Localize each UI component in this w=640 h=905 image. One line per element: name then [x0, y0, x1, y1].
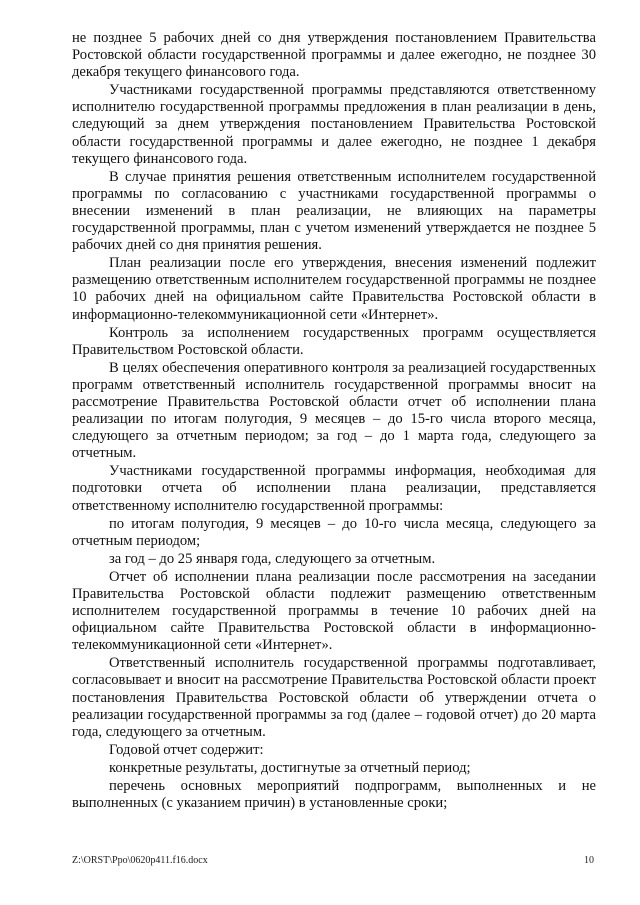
footer-page-number: 10 — [584, 855, 594, 866]
paragraph: по итогам полугодия, 9 месяцев – до 10-го числа месяца, следующего за отчетным периодом; — [72, 515, 596, 549]
paragraph: В случае принятия решения ответственным исполнителем государственной программы по согласованию с участниками государственной программы о внесении изменений в план реализации, не влияющих на параметры государственной программы, план с учетом изменений утверждается не позднее 5 рабочих дней со дня принятия решения. — [72, 168, 596, 254]
paragraph: за год – до 25 января года, следующего за отчетным. — [109, 550, 436, 567]
paragraph: Контроль за исполнением государственных программ осуществляется Правительством Ростовской области. — [72, 324, 596, 358]
paragraph: Годовой отчет содержит: — [109, 741, 264, 758]
paragraph: конкретные результаты, достигнутые за отчетный период; — [109, 759, 471, 776]
paragraph: Участниками государственной программы представляются ответственному исполнителю государственной программы предложения в план реализации в день, следующий за днем утверждения постановлением Правительства Ростовской области государственной программы и далее ежегодно, не позднее 1 декабря текущего финансового года. — [72, 82, 596, 167]
paragraph: В целях обеспечения оперативного контроля за реализацией государственных программ ответственный исполнитель государственной программы вносит на рассмотрение Правительства Ростовской области отчет об исполнении плана реализации по итогам полугодия, 9 месяцев – до 15-го числа второго месяца, следующего за отчетным периодом; за год – до 1 марта года, следующего за отчетным. — [72, 359, 596, 462]
footer-file-path: Z:\ORST\Ppo\0620p411.f16.docx — [72, 855, 208, 866]
paragraph: Отчет об исполнении плана реализации после рассмотрения на заседании Правительства Ростовской области подлежит размещению ответственным исполнителем государственной программы в течение 10 рабочих дней на официальном сайте Правительства Ростовской области в информационно-телекоммуникационной сети «Интернет». — [72, 568, 596, 654]
paragraph: перечень основных мероприятий подпрограмм, выполненных и не выполненных (с указанием причин) в установленные сроки; — [72, 778, 596, 812]
document-body — [72, 30, 596, 813]
paragraph: План реализации после его утверждения, внесения изменений подлежит размещению ответственным исполнителем государственной программы не позднее 10 рабочих дней на официальном сайте Правительства Ростовской области в информационно-телекоммуникационной сети «Интернет». — [72, 255, 596, 323]
paragraph: Ответственный исполнитель государственной программы подготавливает, согласовывает и вносит на рассмотрение Правительства Ростовской области проект постановления Правительства Ростовской области об утверждении отчета о реализации государственной программы за год (далее – годовой отчет) до 20 марта года, следующего за отчетным. — [72, 655, 596, 740]
paragraph: не позднее 5 рабочих дней со дня утверждения постановлением Правительства Ростовской области государственной программы и далее ежегодно, не позднее 30 декабря текущего финансового года. — [72, 30, 596, 81]
paragraph: Участниками государственной программы информация, необходимая для подготовки отчета об исполнении плана реализации, представляется ответственному исполнителю государственной программы: — [72, 463, 596, 514]
